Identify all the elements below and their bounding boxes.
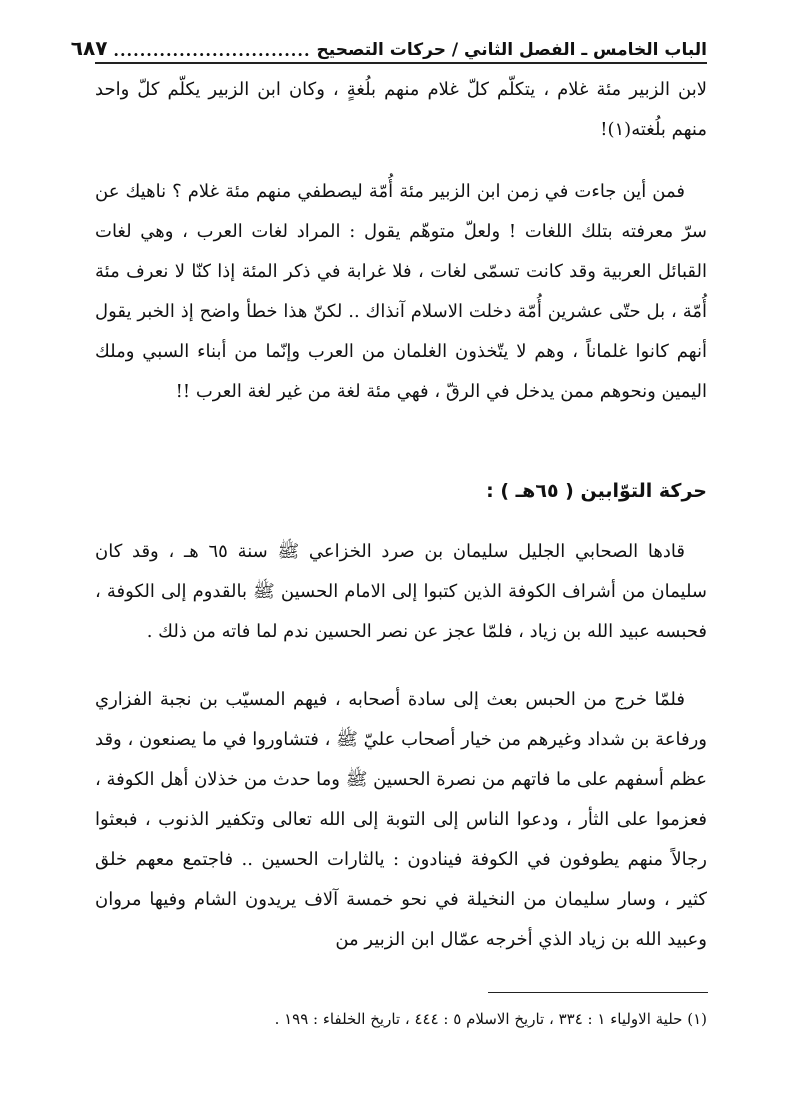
header-rule xyxy=(95,62,707,64)
page-number: ٦٨٧ xyxy=(70,36,108,60)
footnote: (١) حلية الاولياء ١ : ٣٣٤ ، تاريخ الاسلام ٥ : ٤٤٤ ، تاريخ الخلفاء : ١٩٩ . xyxy=(274,1010,707,1028)
paragraph-1: لابن الزبير مئة غلام ، يتكلّم كلّ غلام منهم بلُغةٍ ، وكان ابن الزبير يكلّم كلّ واحد منهم بلُغته(١)! xyxy=(95,79,707,140)
paragraph-4: فلمّا خرج من الحبس بعث إلى سادة أصحابه ، فيهم المسيّب بن نجبة الفزاري ورفاعة بن شداد وغيرهم من خيار أصحاب عليّ ﷺ ، فتشاوروا في ما يصنعون ، وقد عظم أسفهم على ما فاتهم من نصرة الحسين ﷺ وما حدث من خذلان أهل الكوفة ، فعزموا على الثأر ، ودعوا الناس إلى التوبة إلى الله تعالى وتكفير الذنوب ، فبعثوا رجالاً منهم يطوفون في الكوفة فينادون : يالثارات الحسين .. فاجتمع معهم خلق كثير ، وسار سليمان من النخيلة في نحو خمسة آلاف يريدون الشام وفيها مروان وعبيد الله بن زياد الذي أخرجه عمّال ابن الزبير من xyxy=(95,689,707,950)
section-heading: حركة التوّابين ( ٦٥هـ ) : xyxy=(486,480,707,502)
leader-dots: .............................. xyxy=(113,41,311,60)
page-header xyxy=(70,30,707,60)
footnote-rule xyxy=(488,992,708,993)
paragraph-3: قادها الصحابي الجليل سليمان بن صرد الخزاعي ﷺ سنة ٦٥ هـ ، وقد كان سليمان من أشراف الكوفة الذين كتبوا إلى الامام الحسين ﷺ بالقدوم إلى الكوفة ، فحبسه عبيد الله بن زياد ، فلمّا عجز عن نصر الحسين ندم لما فاته من ذلك . xyxy=(95,541,707,642)
running-head: الباب الخامس ـ الفصل الثاني / حركات التصحيح xyxy=(316,40,707,60)
paragraph-2: فمن أين جاءت في زمن ابن الزبير مئة أُمّة ليصطفي منهم مئة غلام ؟ ناهيك عن سرّ معرفته بتلك اللغات ! ولعلّ متوهّم يقول : المراد لغات العرب ، وهي لغات القبائل العربية وقد كانت تسمّى لغات ، فلا غرابة في ذكر المئة إذا كنّا لا نعرف مئة أُمّة ، بل حتّى عشرين أُمّة دخلت الاسلام آنذاك .. لكنّ هذا خطأ واضح إذ الخبر يقول أنهم كانوا غلماناً ، وهم لا يتّخذون الغلمان من العرب وإنّما من أبناء السبي وملك اليمين ونحوهم ممن يدخل في الرقّ ، فهي مئة لغة من غير لغة العرب !! xyxy=(95,181,707,402)
